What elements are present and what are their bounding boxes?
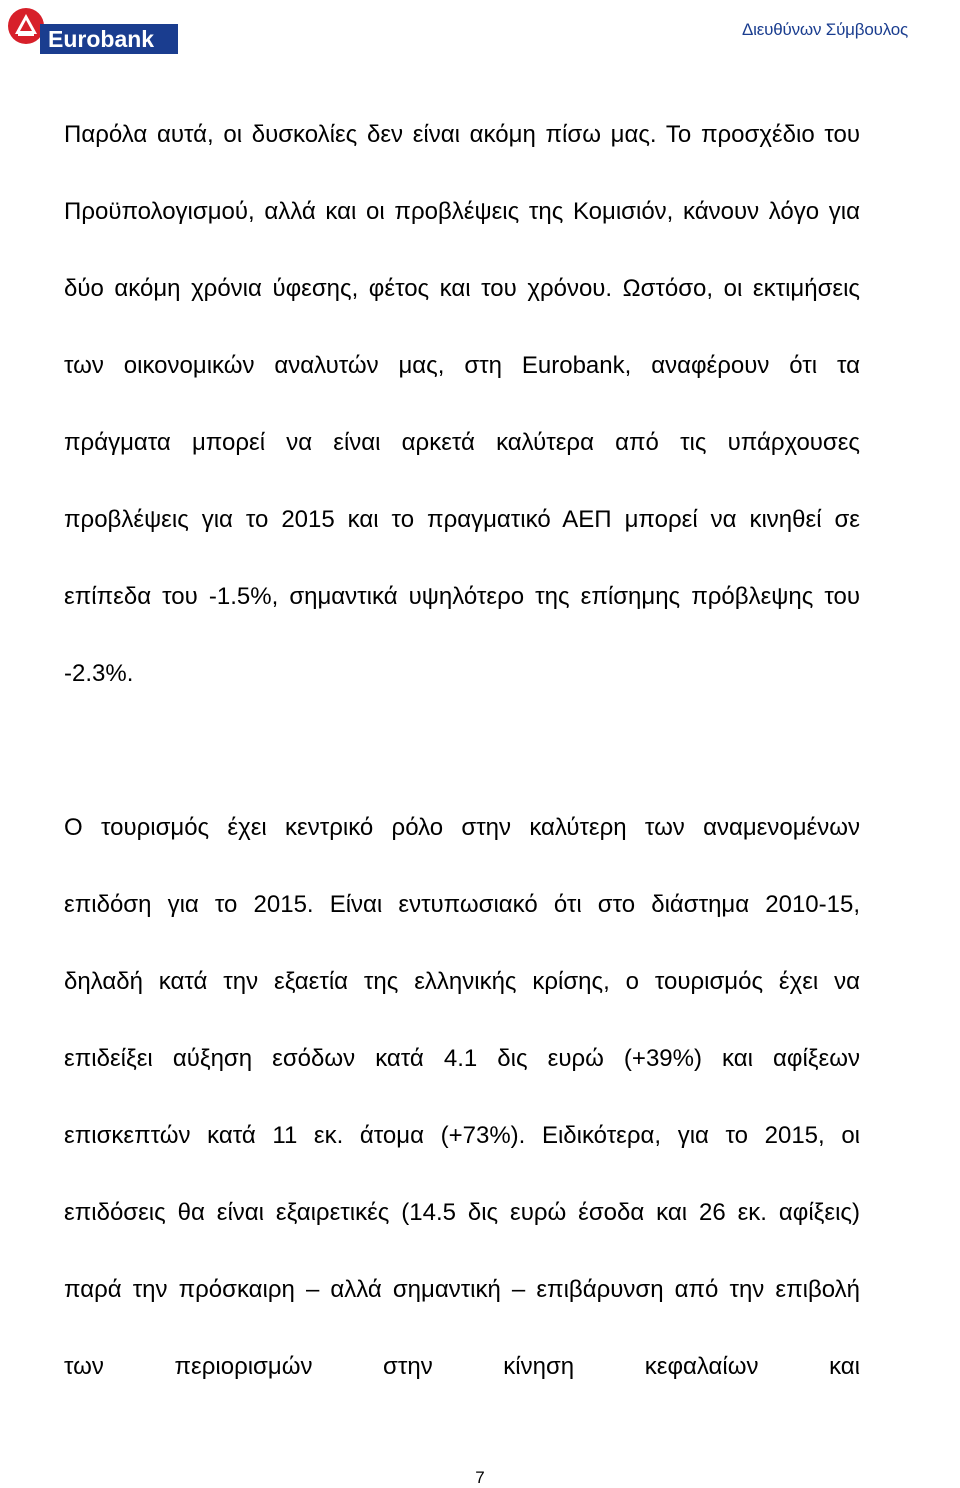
paragraph-1: Παρόλα αυτά, οι δυσκολίες δεν είναι ακόμη πίσω μας. Το προσχέδιο του Προϋπολογισμού, αλλά και οι προβλέψεις της Κομισιόν, κάνουν λόγο για δύο ακόμη χρόνια ύφεσης, φέτος και του χρόνου. Ωστόσο, οι εκτιμήσεις των οικονομικών αναλυτών μας, στη Eurobank, αναφέρουν ότι τα πράγματα μπορεί να είναι αρκετά καλύτερα από τις υπάρχουσες προβλέψεις για το 2015 και το πραγματικό ΑΕΠ μπορεί να κινηθεί σε επίπεδα του -1.5%, σημαντικά υψηλότερο της επίσημης πρόβλεψης του -2.3%.	[64, 121, 860, 687]
page-header	[0, 0, 960, 62]
document-body	[64, 96, 860, 1405]
paragraph-2: Ο τουρισμός έχει κεντρικό ρόλο στην καλύτερη των αναμενομένων επιδόση για το 2015. Είναι εντυπωσιακό ότι στο διάστημα 2010-15, δηλαδή κατά την εξαετία της ελληνικής κρίσης, ο τουρισμός έχει να επιδείξει αύξηση εσόδων κατά 4.1 δις ευρώ (+39%) και αφίξεων επισκεπτών κατά 11 εκ. άτομα (+73%). Ειδικότερα, για το 2015, οι επιδόσεις θα είναι εξαιρετικές (14.5 δις ευρώ έσοδα και 26 εκ. αφίξεις) παρά την πρόσκαιρη – αλλά σημαντική – επιβάρυνση από την επιβολή των περιορισμών στην κίνηση κεφαλαίων και	[64, 814, 860, 1380]
eurobank-logo	[6, 4, 180, 56]
page-number: 7	[475, 1468, 485, 1487]
header-title: Διευθύνων Σύμβουλος	[742, 20, 908, 39]
brand-name: Eurobank	[48, 26, 155, 52]
eurobank-logo-icon	[6, 4, 180, 56]
